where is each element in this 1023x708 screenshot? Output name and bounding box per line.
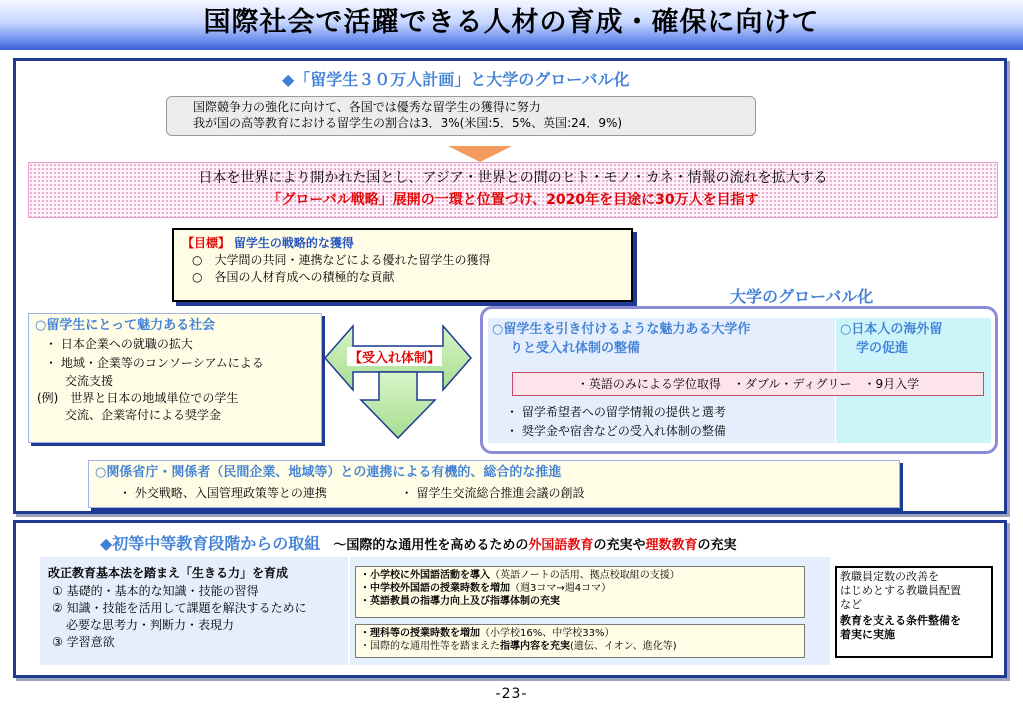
side-line-bold: 着実に実施 (840, 628, 895, 641)
measure-bold: ・英語教員の指導力向上及び指導体制の充実 (360, 596, 560, 607)
page-number: -23- (495, 686, 528, 702)
science-measures (355, 624, 805, 658)
overseas-study-heading-1: ○日本人の海外留 (840, 322, 943, 337)
context-box (166, 96, 756, 136)
cross-arrows-icon (323, 322, 473, 440)
program-options-bar: ・英語のみによる学位取得 ・ダブル・ディグリー ・9月入学 (512, 372, 984, 396)
goal-box (172, 228, 633, 302)
side-line: 教職員定数の改善を (840, 570, 939, 583)
zest-item: 必要な思考力・判断力・表現力 (66, 618, 235, 632)
ministries-item: ・ 外交戦略、入国管理政策等との連携 (119, 486, 327, 500)
attractive-item: ・ 留学希望者への留学情報の提供と選考 (506, 405, 726, 419)
attractive-university-items (506, 403, 726, 441)
measure-note: （小学校16%、中学校33%） (480, 628, 615, 639)
ministries-item: ・ 留学生交流総合推進会議の創設 (400, 486, 585, 500)
measure-bold: ・小学校に外国語活動を導入 (360, 570, 490, 581)
subtitle-part: の充実や (593, 538, 646, 553)
title-bar (0, 0, 1023, 50)
banner-line-1: 日本を世界により開かれた国とし、アジア・世界との間のヒト・モノ・カネ・情報の流れを拡大する (198, 170, 828, 186)
staffing-conditions-box (835, 566, 993, 658)
attractive-item: ・ 奨学金や宿舎などの受入れ体制の整備 (506, 424, 726, 438)
goal-tag: 【目標】 (182, 236, 231, 250)
banner-line-2: 「グローバル戦略」展開の一環と位置づけ、2020年を目途に30万人を目指す (267, 192, 759, 208)
overseas-study-heading-2: 学の促進 (856, 341, 909, 356)
attractive-society-box (28, 313, 322, 443)
society-item: ・ 日本企業への就職の拡大 (45, 337, 193, 351)
ministries-cooperation-box (88, 460, 900, 508)
down-arrow-icon (440, 144, 520, 164)
overseas-study-heading (840, 320, 942, 358)
strategy-banner (28, 162, 998, 218)
section1-heading: ◆「留学生３０万人計画」と大学のグローバル化 (282, 70, 630, 89)
university-globalization-label: 大学のグローバル化 (730, 287, 874, 306)
society-item: 交流支援 (65, 374, 114, 388)
subtitle-science-math: 理数教育 (645, 538, 698, 553)
zest-heading: 改正教育基本法を踏まえ「生きる力」を育成 (48, 566, 289, 580)
context-line: 国際競争力の強化に向けて、各国では優秀な留学生の獲得に努力 (193, 100, 541, 114)
measure-text: ・国際的な通用性等を踏まえた (360, 641, 500, 652)
section2-subtitle (333, 538, 736, 553)
measure-bold: 指導内容を充実 (500, 641, 570, 652)
subtitle-part: ～国際的な通用性を高めるための (333, 538, 529, 553)
goal-item: ○ 大学間の共同・連携などによる優れた留学生の獲得 (192, 253, 491, 267)
attractive-university-heading-1: ○留学生を引き付けるような魅力ある大学作 (492, 322, 751, 337)
attractive-university-heading (492, 320, 750, 358)
zest-item: ③ 学習意欲 (52, 635, 115, 649)
measure-bold: ・中学校外国語の授業時数を増加 (360, 583, 510, 594)
zest-for-living-box (40, 557, 348, 665)
measure-note: (遺伝、イオン、進化等) (570, 641, 677, 652)
zest-item: ① 基礎的・基本的な知識・技能の習得 (52, 584, 259, 598)
foreign-language-measures (355, 566, 805, 618)
subtitle-part: の充実 (697, 538, 737, 553)
society-item: (例) 世界と日本の地域単位での学生 (37, 391, 239, 405)
goal-item: ○ 各国の人材育成への積極的な貢献 (192, 270, 395, 284)
page-title: 国際社会で活躍できる人材の育成・確保に向けて (203, 7, 820, 38)
measure-bold: ・理科等の授業時数を増加 (360, 628, 480, 639)
society-heading: ○留学生にとって魅力ある社会 (35, 318, 216, 333)
side-line-bold: 教育を支える条件整備を (840, 614, 961, 627)
measure-note: （英語ノートの活用、拠点校取組の支援） (490, 570, 680, 581)
attractive-university-heading-2: りと受入れ体制の整備 (510, 341, 641, 356)
zest-item: ② 知識・技能を活用して課題を解決するために (52, 601, 307, 615)
context-line: 我が国の高等教育における留学生の割合は3．3%(米国:5．5%、英国:24．9%) (193, 116, 623, 130)
side-line: はじめとする教職員配置 (840, 584, 961, 597)
goal-title: 留学生の戦略的な獲得 (233, 236, 354, 250)
society-item: ・ 地域・企業等のコンソーシアムによる (45, 356, 264, 370)
section2-heading: ◆初等中等教育段階からの取組 (100, 534, 321, 553)
subtitle-foreign-language: 外国語教育 (528, 538, 594, 553)
acceptance-system-label: 【受入れ体制】 (347, 347, 442, 366)
ministries-heading: ○関係省庁・関係者（民間企業、地域等）との連携による有機的、総合的な推進 (95, 465, 562, 480)
society-item: 交流、企業寄付による奨学金 (65, 408, 222, 422)
section2-heading-row (100, 531, 736, 554)
side-line: など (840, 598, 862, 611)
measure-note: （週3コマ→週4コマ） (510, 583, 612, 594)
